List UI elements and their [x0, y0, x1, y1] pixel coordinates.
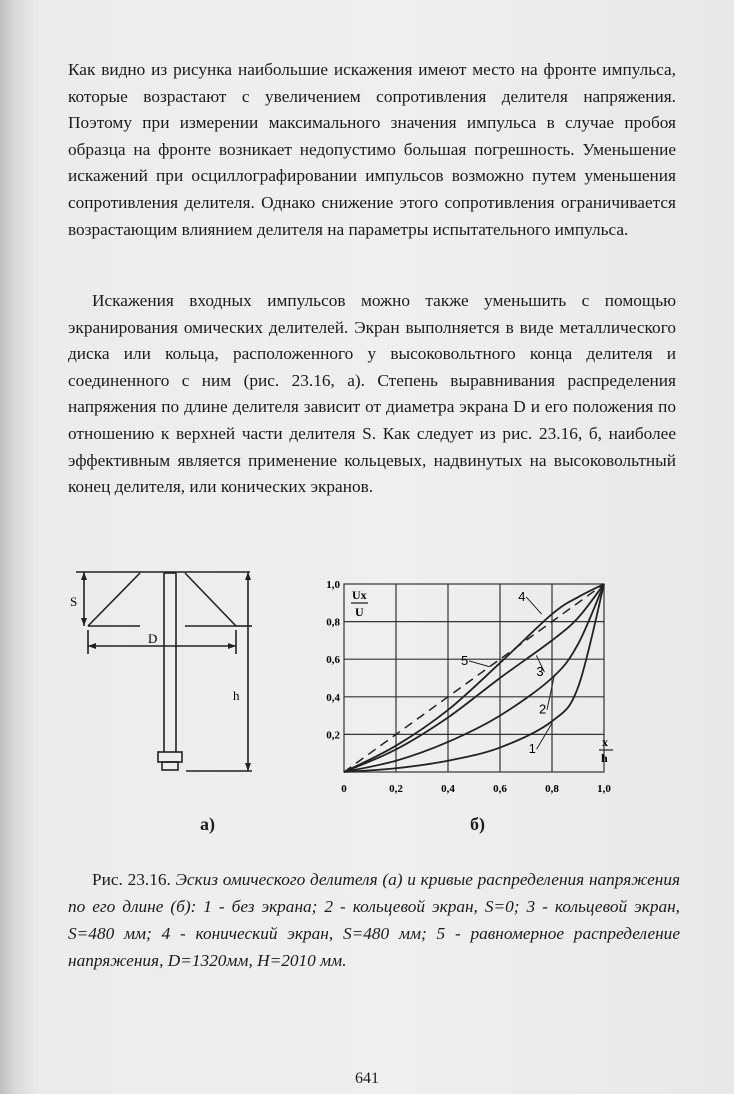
- y-tick-label: 1,0: [326, 579, 340, 591]
- x-tick-label: 1,0: [597, 783, 611, 795]
- paragraph-2: Искажения входных импульсов можно также уменьшить с помощью экранирования омических делителей. Экран выполняется в виде металлического диска или кольца, расположенного у высоковольтного конца делителя и соединенного с ним (рис. 23.16, а). Степень выравнивания распределения напряжения по длине делителя зависит от диаметра экрана D и его положения по отношению к верхней части делителя S. Как следует из рис. 23.16, б, наиболее эффективным является применение кольцевых, надвинутых на высоковольтный конец делителя, или конических экранов.: [68, 291, 676, 497]
- x-tick-label: 0,6: [493, 783, 507, 795]
- figure-a-sublabel: а): [200, 814, 215, 834]
- curve-label-3: 3: [536, 664, 544, 680]
- figure-caption: [68, 866, 680, 974]
- y-tick-label: 0,6: [326, 654, 340, 667]
- y-tick-label: 0,2: [326, 729, 340, 742]
- figure-b-sublabel: б): [470, 814, 485, 834]
- curve-label-leader: [469, 661, 490, 667]
- y-tick-label: 0,4: [326, 691, 340, 704]
- curve-label-5: 5: [461, 652, 469, 668]
- label-d: D: [148, 631, 158, 646]
- y-label-num: Ux: [352, 588, 367, 602]
- curve-label-4: 4: [518, 588, 526, 604]
- curve-label-leader: [526, 597, 541, 614]
- y-tick-label: 0,8: [326, 616, 340, 629]
- caption-lead: Рис. 23.16.: [92, 870, 171, 889]
- x-label-den: h: [601, 751, 608, 765]
- x-tick-label: 0: [341, 783, 347, 795]
- x-tick-label: 0,8: [545, 783, 559, 795]
- label-s: S: [70, 594, 78, 609]
- curve-label-2: 2: [539, 701, 547, 717]
- paragraph-1: Как видно из рисунка наибольшие искажения имеют место на фронте импульса, которые возрастают с увеличением сопротивления делителя напряжения. Поэтому при измерении максимального значения импульса в случае пробоя образца на фронте возникает недопустимо большая погрешность. Уменьшение искажений при осциллографировании импульсов возможно путем уменьшения сопротивления делителя. Однако снижение этого сопротивления ограничивается возрастающим влиянием делителя на параметры испытательного импульса.: [68, 60, 676, 239]
- caption-body: Эскиз омического делителя (а) и кривые распределения напряжения по его длине (б): 1 - без экрана; 2 - кольцевой экран, S=0; 3 - кольцевой экран, S=480 мм; 4 - конический экран, S=480 мм; 5 - равномерное распределение напряжения, D=1320мм, H=2010 мм.: [68, 870, 681, 970]
- label-h: h: [233, 688, 240, 703]
- x-tick-label: 0,2: [389, 783, 403, 795]
- curve-5: [344, 584, 604, 772]
- x-tick-label: 0,4: [441, 783, 455, 795]
- x-label-num: x: [602, 735, 608, 749]
- curve-label-1: 1: [528, 741, 536, 757]
- page-number: 641: [355, 1070, 379, 1087]
- y-label-den: U: [355, 605, 364, 619]
